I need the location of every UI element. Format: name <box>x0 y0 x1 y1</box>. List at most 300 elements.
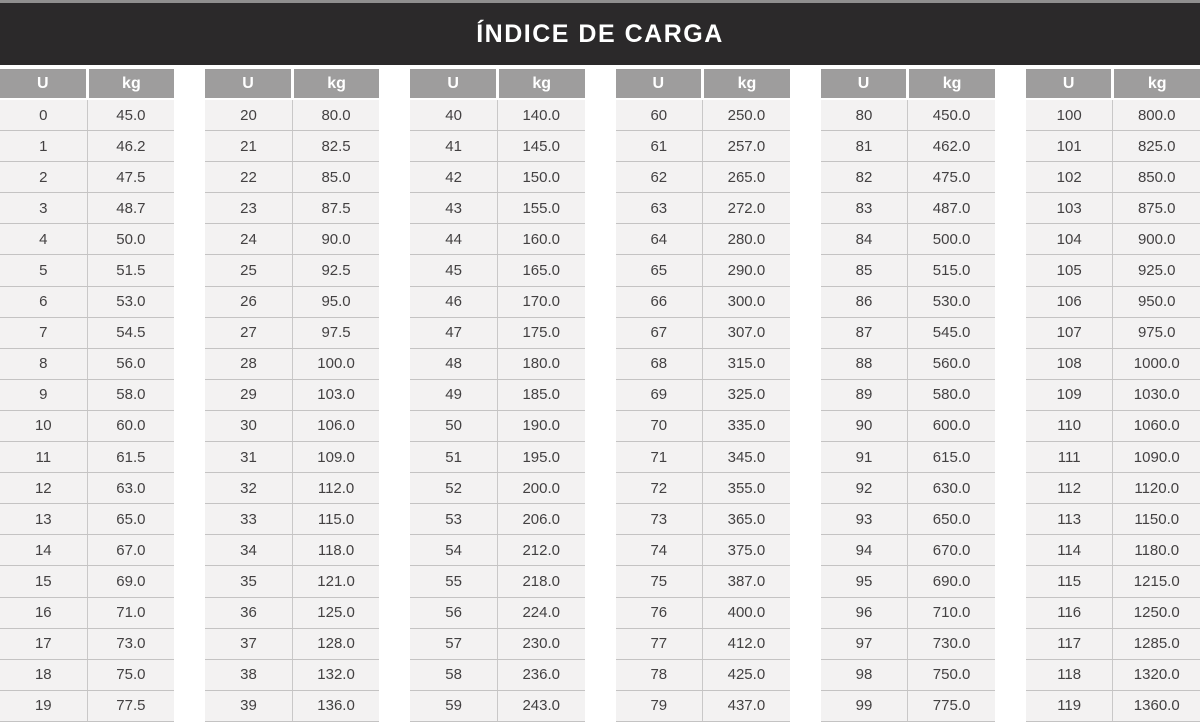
load-kg-value-cell: 243.0 <box>522 697 560 715</box>
load-index-value-cell: 54 <box>410 535 498 565</box>
load-kg-value-cell: 670.0 <box>932 541 971 559</box>
load-index-value-cell: 27 <box>205 318 293 348</box>
table-row <box>1026 287 1200 318</box>
load-kg-value-cell: 462.0 <box>932 137 971 155</box>
load-index-value-cell: 77 <box>616 629 704 659</box>
table-row <box>821 193 995 224</box>
load-kg-value-cell: 1090.0 <box>1133 448 1180 466</box>
load-index-value-cell: 87 <box>821 318 909 348</box>
table-row <box>616 318 790 349</box>
load-kg-value-cell: 65.0 <box>116 510 146 528</box>
load-index-value-cell: 103 <box>1026 193 1114 223</box>
table-row <box>1026 318 1200 349</box>
load-kg-value-cell: 82.5 <box>321 137 351 155</box>
load-index-value-cell: 59 <box>410 691 498 721</box>
load-index-value-cell: 46 <box>410 287 498 317</box>
load-kg-value-cell: 257.0 <box>727 137 766 155</box>
load-kg-value-cell: 400.0 <box>727 604 766 622</box>
table-row <box>616 411 790 442</box>
load-kg-value-cell: 487.0 <box>932 199 971 217</box>
table-row <box>205 504 379 535</box>
load-kg-value-cell: 355.0 <box>727 479 766 497</box>
load-kg-value-cell: 280.0 <box>727 230 766 248</box>
table-row <box>205 100 379 131</box>
load-index-value-cell: 97 <box>821 629 909 659</box>
load-index-value-cell: 109 <box>1026 380 1114 410</box>
table-row <box>410 193 584 224</box>
load-index-value-cell: 111 <box>1026 442 1114 472</box>
table-row <box>821 691 995 722</box>
load-kg-value-cell: 106.0 <box>317 417 355 435</box>
load-index-value-cell: 118 <box>1026 660 1114 690</box>
table-row <box>0 660 174 691</box>
load-index-value-cell: 91 <box>821 442 909 472</box>
table-row <box>0 598 174 629</box>
page-title: ÍNDICE DE CARGA <box>476 19 724 48</box>
load-index-value-cell: 99 <box>821 691 909 721</box>
load-index-value-cell: 33 <box>205 504 293 534</box>
table-row <box>0 504 174 535</box>
table-row <box>410 691 584 722</box>
load-kg-value-cell: 92.5 <box>321 262 351 280</box>
load-kg-value-cell: 118.0 <box>317 541 355 559</box>
load-kg-value-cell: 750.0 <box>932 666 971 684</box>
load-kg-value-cell: 50.0 <box>116 230 146 248</box>
load-index-value-cell: 105 <box>1026 255 1114 285</box>
table-row <box>205 566 379 597</box>
table-row <box>0 380 174 411</box>
load-kg-value-cell: 1215.0 <box>1133 572 1180 590</box>
load-index-value-cell: 12 <box>0 473 88 503</box>
load-kg-value-cell: 80.0 <box>321 106 351 124</box>
load-index-value-cell: 5 <box>0 255 88 285</box>
group-rows <box>0 100 174 722</box>
load-index-value-cell: 73 <box>616 504 704 534</box>
table-row <box>1026 442 1200 473</box>
table-row <box>410 629 584 660</box>
load-kg-value-cell: 97.5 <box>321 324 351 342</box>
table-row <box>616 660 790 691</box>
load-kg-value-cell: 690.0 <box>932 572 971 590</box>
load-kg-value-cell: 160.0 <box>522 230 560 248</box>
table-row <box>205 598 379 629</box>
table-row <box>410 349 584 380</box>
table-row <box>0 287 174 318</box>
table-row <box>0 691 174 722</box>
load-kg-value-cell: 710.0 <box>932 604 971 622</box>
load-index-value-cell: 40 <box>410 100 498 130</box>
load-index-value-cell: 98 <box>821 660 909 690</box>
load-index-value-cell: 80 <box>821 100 909 130</box>
load-kg-value-cell: 825.0 <box>1137 137 1176 155</box>
load-kg-value-cell: 265.0 <box>727 168 766 186</box>
table-row <box>410 473 584 504</box>
load-kg-value-cell: 1320.0 <box>1133 666 1180 684</box>
load-index-value-cell: 8 <box>0 349 88 379</box>
load-kg-value-cell: 61.5 <box>116 448 146 466</box>
table-row <box>410 660 584 691</box>
table-row <box>205 131 379 162</box>
table-row <box>205 691 379 722</box>
load-index-value-cell: 24 <box>205 224 293 254</box>
load-index-value-cell: 42 <box>410 162 498 192</box>
column-header-kg: kg <box>499 69 585 98</box>
column-header-u: U <box>616 69 702 98</box>
load-index-value-cell: 60 <box>616 100 704 130</box>
table-row <box>616 100 790 131</box>
group-rows <box>821 100 995 722</box>
load-index-value-cell: 62 <box>616 162 704 192</box>
load-kg-value-cell: 1250.0 <box>1133 604 1180 622</box>
load-kg-value-cell: 54.5 <box>116 324 146 342</box>
load-kg-value-cell: 112.0 <box>317 479 355 497</box>
load-kg-value-cell: 132.0 <box>317 666 355 684</box>
load-kg-value-cell: 450.0 <box>932 106 971 124</box>
table-row <box>616 535 790 566</box>
load-kg-value-cell: 600.0 <box>932 417 971 435</box>
load-kg-value-cell: 128.0 <box>317 635 355 653</box>
load-index-value-cell: 43 <box>410 193 498 223</box>
load-kg-value-cell: 1030.0 <box>1133 386 1180 404</box>
load-index-value-cell: 35 <box>205 566 293 596</box>
table-row <box>1026 100 1200 131</box>
load-kg-value-cell: 365.0 <box>727 510 766 528</box>
table-row <box>616 193 790 224</box>
load-kg-value-cell: 515.0 <box>932 262 971 280</box>
table-row <box>205 224 379 255</box>
load-kg-value-cell: 850.0 <box>1137 168 1176 186</box>
load-kg-value-cell: 155.0 <box>522 199 560 217</box>
table-row <box>205 473 379 504</box>
table-row <box>410 442 584 473</box>
load-kg-value-cell: 615.0 <box>932 448 971 466</box>
load-kg-value-cell: 170.0 <box>522 293 560 311</box>
table-row <box>410 224 584 255</box>
load-kg-value-cell: 1150.0 <box>1134 510 1180 528</box>
load-kg-value-cell: 325.0 <box>727 386 766 404</box>
load-index-value-cell: 49 <box>410 380 498 410</box>
table-row <box>821 442 995 473</box>
load-index-value-cell: 88 <box>821 349 909 379</box>
load-index-value-cell: 86 <box>821 287 909 317</box>
load-kg-value-cell: 115.0 <box>317 510 355 528</box>
load-index-value-cell: 13 <box>0 504 88 534</box>
table-row <box>205 318 379 349</box>
load-kg-value-cell: 85.0 <box>321 168 351 186</box>
load-index-value-cell: 112 <box>1026 473 1114 503</box>
load-index-value-cell: 9 <box>0 380 88 410</box>
table-row <box>0 193 174 224</box>
load-index-value-cell: 101 <box>1026 131 1114 161</box>
load-index-value-cell: 26 <box>205 287 293 317</box>
load-kg-value-cell: 165.0 <box>522 262 560 280</box>
table-row <box>616 255 790 286</box>
load-kg-value-cell: 580.0 <box>932 386 971 404</box>
load-index-value-cell: 65 <box>616 255 704 285</box>
load-index-value-cell: 108 <box>1026 349 1114 379</box>
load-kg-value-cell: 190.0 <box>522 417 560 435</box>
load-index-value-cell: 25 <box>205 255 293 285</box>
table-row <box>205 287 379 318</box>
table-row <box>616 566 790 597</box>
load-index-value-cell: 114 <box>1026 535 1114 565</box>
load-index-value-cell: 95 <box>821 566 909 596</box>
load-kg-value-cell: 145.0 <box>522 137 560 155</box>
table-row <box>410 535 584 566</box>
load-index-table <box>0 65 1200 722</box>
load-index-value-cell: 107 <box>1026 318 1114 348</box>
table-row <box>0 224 174 255</box>
load-index-value-cell: 34 <box>205 535 293 565</box>
load-index-value-cell: 115 <box>1026 566 1114 596</box>
load-kg-value-cell: 136.0 <box>317 697 355 715</box>
load-index-value-cell: 89 <box>821 380 909 410</box>
load-kg-value-cell: 650.0 <box>932 510 971 528</box>
table-row <box>0 629 174 660</box>
table-row <box>821 411 995 442</box>
group-header-row <box>821 69 995 98</box>
load-kg-value-cell: 95.0 <box>321 293 351 311</box>
load-kg-value-cell: 67.0 <box>116 541 146 559</box>
load-index-value-cell: 96 <box>821 598 909 628</box>
table-row <box>821 629 995 660</box>
table-row <box>1026 162 1200 193</box>
table-row <box>205 660 379 691</box>
group-rows <box>1026 100 1200 722</box>
load-kg-value-cell: 180.0 <box>522 355 560 373</box>
title-bar <box>0 3 1200 65</box>
load-kg-value-cell: 63.0 <box>116 479 146 497</box>
table-row <box>821 504 995 535</box>
table-row <box>1026 411 1200 442</box>
load-index-value-cell: 66 <box>616 287 704 317</box>
table-row <box>205 442 379 473</box>
load-kg-value-cell: 45.0 <box>116 106 146 124</box>
load-kg-value-cell: 545.0 <box>932 324 971 342</box>
load-index-value-cell: 51 <box>410 442 498 472</box>
load-index-value-cell: 100 <box>1026 100 1114 130</box>
table-row <box>0 100 174 131</box>
load-kg-value-cell: 75.0 <box>116 666 146 684</box>
load-kg-value-cell: 109.0 <box>317 448 355 466</box>
load-index-value-cell: 3 <box>0 193 88 223</box>
load-kg-value-cell: 60.0 <box>116 417 146 435</box>
table-row <box>616 287 790 318</box>
load-kg-value-cell: 387.0 <box>727 572 766 590</box>
load-index-value-cell: 39 <box>205 691 293 721</box>
group-header-row <box>616 69 790 98</box>
column-header-kg: kg <box>909 69 995 98</box>
column-header-kg: kg <box>1114 69 1200 98</box>
table-row <box>616 131 790 162</box>
load-kg-value-cell: 1000.0 <box>1133 355 1180 373</box>
table-row <box>1026 566 1200 597</box>
table-row <box>616 629 790 660</box>
load-kg-value-cell: 103.0 <box>317 386 355 404</box>
load-index-value-cell: 15 <box>0 566 88 596</box>
load-index-value-cell: 44 <box>410 224 498 254</box>
load-index-value-cell: 92 <box>821 473 909 503</box>
load-kg-value-cell: 51.5 <box>116 262 146 280</box>
load-kg-value-cell: 950.0 <box>1137 293 1176 311</box>
table-row <box>821 535 995 566</box>
load-kg-value-cell: 206.0 <box>522 510 560 528</box>
load-index-value-cell: 52 <box>410 473 498 503</box>
table-row <box>205 535 379 566</box>
table-row <box>410 504 584 535</box>
load-index-value-cell: 82 <box>821 162 909 192</box>
load-kg-value-cell: 437.0 <box>727 697 766 715</box>
load-index-value-cell: 19 <box>0 691 88 721</box>
load-kg-value-cell: 48.7 <box>116 199 146 217</box>
load-kg-value-cell: 1285.0 <box>1133 635 1180 653</box>
load-kg-value-cell: 925.0 <box>1137 262 1176 280</box>
load-index-value-cell: 2 <box>0 162 88 192</box>
load-index-value-cell: 53 <box>410 504 498 534</box>
table-row <box>821 318 995 349</box>
load-kg-value-cell: 46.2 <box>116 137 146 155</box>
load-kg-value-cell: 375.0 <box>727 541 766 559</box>
table-row <box>1026 131 1200 162</box>
column-header-kg: kg <box>294 69 380 98</box>
load-index-value-cell: 93 <box>821 504 909 534</box>
load-index-value-cell: 117 <box>1026 629 1114 659</box>
load-index-value-cell: 68 <box>616 349 704 379</box>
table-row <box>205 349 379 380</box>
table-row <box>1026 255 1200 286</box>
table-row <box>410 380 584 411</box>
load-index-value-cell: 41 <box>410 131 498 161</box>
load-kg-value-cell: 560.0 <box>932 355 971 373</box>
group-header-row <box>1026 69 1200 98</box>
load-kg-value-cell: 69.0 <box>116 572 146 590</box>
load-kg-value-cell: 345.0 <box>727 448 766 466</box>
load-index-value-cell: 83 <box>821 193 909 223</box>
load-index-value-cell: 94 <box>821 535 909 565</box>
load-kg-value-cell: 412.0 <box>727 635 766 653</box>
load-index-value-cell: 45 <box>410 255 498 285</box>
load-kg-value-cell: 121.0 <box>317 572 355 590</box>
table-row <box>410 598 584 629</box>
load-index-value-cell: 14 <box>0 535 88 565</box>
table-row <box>821 598 995 629</box>
table-row <box>205 162 379 193</box>
load-index-value-cell: 11 <box>0 442 88 472</box>
load-index-value-cell: 74 <box>616 535 704 565</box>
table-row <box>616 162 790 193</box>
table-row <box>0 131 174 162</box>
table-row <box>1026 535 1200 566</box>
table-row <box>1026 691 1200 722</box>
load-index-value-cell: 84 <box>821 224 909 254</box>
load-kg-value-cell: 800.0 <box>1137 106 1176 124</box>
table-row <box>205 380 379 411</box>
load-index-value-cell: 72 <box>616 473 704 503</box>
table-row <box>1026 224 1200 255</box>
load-kg-value-cell: 307.0 <box>727 324 766 342</box>
load-index-value-cell: 7 <box>0 318 88 348</box>
table-column-group <box>616 69 790 722</box>
table-row <box>821 287 995 318</box>
table-row <box>410 566 584 597</box>
load-kg-value-cell: 236.0 <box>522 666 560 684</box>
load-index-value-cell: 47 <box>410 318 498 348</box>
load-index-value-cell: 20 <box>205 100 293 130</box>
table-row <box>410 100 584 131</box>
load-index-value-cell: 104 <box>1026 224 1114 254</box>
load-index-value-cell: 31 <box>205 442 293 472</box>
table-row <box>821 380 995 411</box>
load-kg-value-cell: 1180.0 <box>1134 541 1180 559</box>
group-header-row <box>410 69 584 98</box>
load-kg-value-cell: 900.0 <box>1137 230 1176 248</box>
load-kg-value-cell: 71.0 <box>116 604 146 622</box>
table-row <box>616 504 790 535</box>
load-kg-value-cell: 195.0 <box>522 448 560 466</box>
table-row <box>821 473 995 504</box>
group-rows <box>410 100 584 722</box>
load-index-value-cell: 4 <box>0 224 88 254</box>
load-kg-value-cell: 530.0 <box>932 293 971 311</box>
load-index-value-cell: 71 <box>616 442 704 472</box>
table-row <box>205 629 379 660</box>
table-row <box>821 566 995 597</box>
table-row <box>616 691 790 722</box>
column-header-kg: kg <box>89 69 175 98</box>
table-row <box>1026 504 1200 535</box>
load-kg-value-cell: 224.0 <box>522 604 560 622</box>
table-row <box>821 224 995 255</box>
group-rows <box>616 100 790 722</box>
load-index-value-cell: 55 <box>410 566 498 596</box>
load-kg-value-cell: 47.5 <box>116 168 146 186</box>
load-index-value-cell: 16 <box>0 598 88 628</box>
column-header-u: U <box>205 69 291 98</box>
load-kg-value-cell: 150.0 <box>522 168 560 186</box>
load-index-value-cell: 6 <box>0 287 88 317</box>
table-row <box>410 287 584 318</box>
load-kg-value-cell: 230.0 <box>522 635 560 653</box>
table-column-group <box>0 69 174 722</box>
table-row <box>616 598 790 629</box>
table-row <box>821 255 995 286</box>
column-header-u: U <box>1026 69 1112 98</box>
load-kg-value-cell: 475.0 <box>932 168 971 186</box>
table-row <box>410 162 584 193</box>
table-row <box>1026 629 1200 660</box>
load-index-value-cell: 75 <box>616 566 704 596</box>
table-row <box>821 349 995 380</box>
table-row <box>616 380 790 411</box>
load-index-value-cell: 28 <box>205 349 293 379</box>
load-kg-value-cell: 630.0 <box>932 479 971 497</box>
table-row <box>0 566 174 597</box>
load-index-value-cell: 0 <box>0 100 88 130</box>
column-header-u: U <box>821 69 907 98</box>
load-index-value-cell: 30 <box>205 411 293 441</box>
load-kg-value-cell: 1360.0 <box>1133 697 1180 715</box>
table-row <box>410 131 584 162</box>
load-kg-value-cell: 975.0 <box>1137 324 1176 342</box>
table-row <box>0 318 174 349</box>
load-kg-value-cell: 730.0 <box>932 635 971 653</box>
table-column-group <box>205 69 379 722</box>
table-column-group <box>821 69 995 722</box>
load-index-value-cell: 50 <box>410 411 498 441</box>
load-index-value-cell: 70 <box>616 411 704 441</box>
load-kg-value-cell: 290.0 <box>727 262 766 280</box>
load-index-value-cell: 67 <box>616 318 704 348</box>
